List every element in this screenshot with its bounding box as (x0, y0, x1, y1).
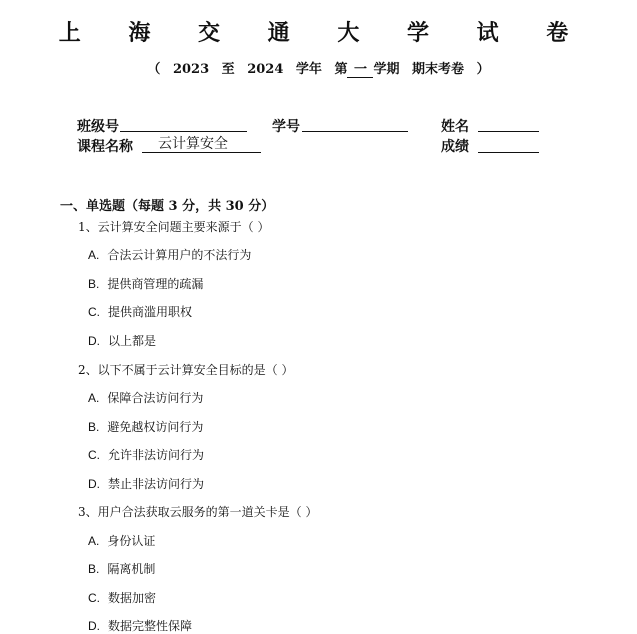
term-semester: 学期 (373, 62, 400, 77)
exam-title: 上 海 交 通 大 学 试 卷 (58, 20, 589, 46)
student-id-label: 学号 (272, 119, 300, 135)
term-year-from: 2023 (172, 62, 210, 77)
section-title: 一、单选题（每题 3 分，共 30 分） (60, 199, 275, 214)
q3-option-b: B. 隔离机制 (88, 562, 156, 576)
student-id-field[interactable] (302, 131, 408, 132)
question-2: 2、以下不属于云计算安全目标的是（ ） (78, 363, 294, 377)
q3-option-d: D. 数据完整性保障 (88, 619, 193, 633)
class-number-label: 班级号 (77, 119, 119, 135)
term-line (0, 58, 637, 78)
q2-option-b: B. 避免越权访问行为 (88, 420, 204, 434)
name-label: 姓名 (441, 119, 469, 135)
q3-option-c: C. 数据加密 (88, 591, 157, 605)
q1-option-c: C. 提供商滥用职权 (88, 305, 193, 319)
q1-option-a: A. 合法云计算用户的不法行为 (88, 248, 252, 262)
question-3: 3、用户合法获取云服务的第一道关卡是（ ） (78, 505, 318, 519)
term-di: 第 (334, 62, 348, 77)
q2-option-c: C. 允许非法访问行为 (88, 448, 205, 462)
question-1: 1、云计算安全问题主要来源于（ ） (78, 220, 270, 234)
term-to: 至 (221, 62, 235, 77)
term-year-to: 2024 (247, 62, 284, 77)
score-field[interactable] (478, 152, 539, 153)
course-name-label: 课程名称 (77, 139, 133, 155)
term-close-paren: ） (476, 62, 490, 77)
term-open-paren: （ (147, 62, 161, 77)
semester-blank: 一 (347, 58, 373, 78)
q2-option-d: D. 禁止非法访问行为 (88, 477, 205, 491)
score-label: 成绩 (441, 139, 469, 155)
q2-option-a: A. 保障合法访问行为 (88, 391, 204, 405)
name-field[interactable] (478, 131, 539, 132)
term-exam-type: 期末考卷 (412, 62, 465, 77)
course-name-value: 云计算安全 (142, 136, 261, 153)
q3-option-a: A. 身份认证 (88, 534, 156, 548)
class-number-field[interactable] (120, 131, 247, 132)
term-school-year: 学年 (295, 62, 322, 77)
q1-option-d: D. 以上都是 (88, 334, 157, 348)
q1-option-b: B. 提供商管理的疏漏 (88, 277, 204, 291)
